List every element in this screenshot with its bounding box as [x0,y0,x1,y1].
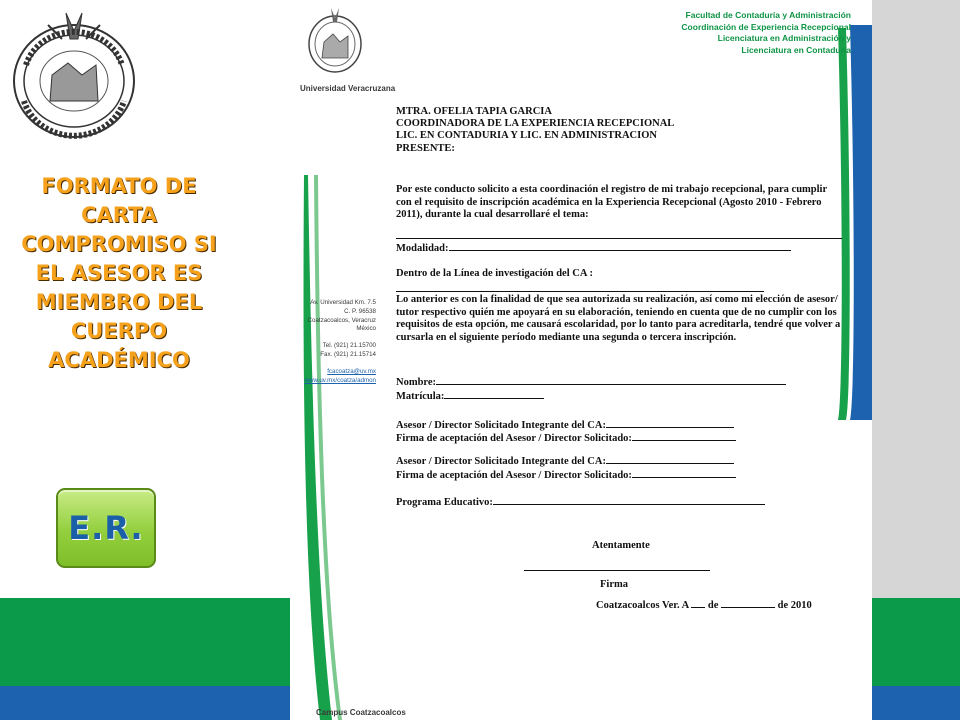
contact-block [298,299,376,385]
firma-row-1 [396,430,736,444]
asesor-row-1 [396,417,734,431]
place-date [596,598,812,611]
place-text: Coatzacoalcos Ver. A [596,600,689,611]
commitment-paragraph: Lo anterior es con la finalidad de que sea autorizada su realización, así como mi elección de asesor/ tutor respectivo quién me apoyará en su elaboración, teniendo en cuenta que de no cumplir con los requisitos de esta opción, me causará escolaridad, por lo tanto para acreditarla, tendré que volver a cursarla en el siguiente período mediante una segunda o tercera inscripción. [396,294,841,343]
matricula-row [396,388,544,402]
phone-line: Tel. (921) 21.15700 [322,342,376,350]
firma-blank [632,430,736,441]
letter-document [290,0,872,720]
nombre-blank [436,374,786,385]
address-line: Coatzacoalcos, Veracruz [307,316,376,324]
asesor-blank [606,417,734,428]
matricula-blank [444,388,544,399]
faculty-header-line: Facultad de Contaduría y Administración [685,10,851,20]
topic-line [396,238,842,239]
slide-title [8,172,230,375]
day-blank [691,598,705,608]
linea-row [396,268,593,279]
email-link[interactable]: fcacoatza@uv.mx [327,367,376,375]
faculty-header [636,10,851,56]
programa-blank [493,494,765,505]
modalidad-label: Modalidad: [396,243,449,254]
addressee-block [396,106,674,155]
firma-row-2 [396,467,736,481]
uv-logo [306,4,364,76]
asesor-label: Asesor / Director Solicitado Integrante del CA: [396,420,606,431]
addressee-line: LIC. EN CONTADURIA Y LIC. EN ADMINISTRACION [396,130,657,142]
title-line: CUERPO [70,319,168,343]
address-line: Av. Universidad Km. 7.5 [310,299,376,306]
year-text: de 2010 [777,600,812,611]
faculty-header-line: Coordinación de Experiencia Recepcional [681,21,851,32]
nombre-label: Nombre: [396,377,437,388]
phone-line: Fax. (921) 21.15714 [320,350,376,358]
matricula-label: Matrícula: [396,391,445,402]
university-seal-logo [8,5,140,143]
signature-line [524,570,710,571]
website-link[interactable]: www.uv.mx/coatza/admon [304,376,376,384]
right-gray-panel [872,0,960,598]
faculty-header-line: Licenciatura en Administración y [717,33,851,43]
title-line: FORMATO DE [41,174,197,198]
title-line: EL ASESOR ES [35,261,203,285]
de-text: de [707,600,719,611]
modalidad-blank [449,240,791,251]
firma-label: Firma de aceptación del Asesor / Director Solicitado: [396,470,632,481]
faculty-header-line: Licenciatura en Contaduría [741,44,851,55]
programa-label: Programa Educativo: [396,497,493,508]
title-line: ACADÉMICO [48,348,190,372]
linea-label: Dentro de la Línea de investigación del CA : [396,268,593,279]
closing-text: Atentamente [592,540,650,551]
title-line: COMPROMISO SI [21,232,217,256]
linea-blank [396,291,764,292]
asesor-row-2 [396,453,734,467]
title-line: MIEMBRO DEL [35,290,203,314]
er-button-label: E.R. [68,509,144,547]
er-button[interactable] [56,488,156,568]
address-line: México [356,325,376,333]
firma-blank [632,467,736,478]
signature-label: Firma [600,579,628,590]
address-line: C. P. 96538 [344,307,376,315]
addressee-line: MTRA. OFELIA TAPIA GARCIA [396,106,552,117]
month-blank [721,598,775,608]
asesor-blank [606,453,734,464]
uv-name: Universidad Veracruzana [300,84,396,93]
addressee-line: COORDINADORA DE LA EXPERIENCIA RECEPCIONAL [396,118,675,130]
programa-row [396,494,765,508]
addressee-line: PRESENTE: [396,142,455,154]
campus-label: Campus Coatzacoalcos [316,708,406,717]
title-line: CARTA [81,203,157,227]
nombre-row [396,374,786,388]
modalidad-row [396,240,791,254]
asesor-label: Asesor / Director Solicitado Integrante del CA: [396,456,606,467]
request-paragraph: Por este conducto solicito a esta coordinación el registro de mi trabajo recepcional, para cumplir con el requisito de inscripción académica en la Experiencia Recepcional (Agosto 2010 - Febrero 2011), durante la cual desarrollaré el tema: [396,184,827,220]
firma-label: Firma de aceptación del Asesor / Director Solicitado: [396,433,632,444]
